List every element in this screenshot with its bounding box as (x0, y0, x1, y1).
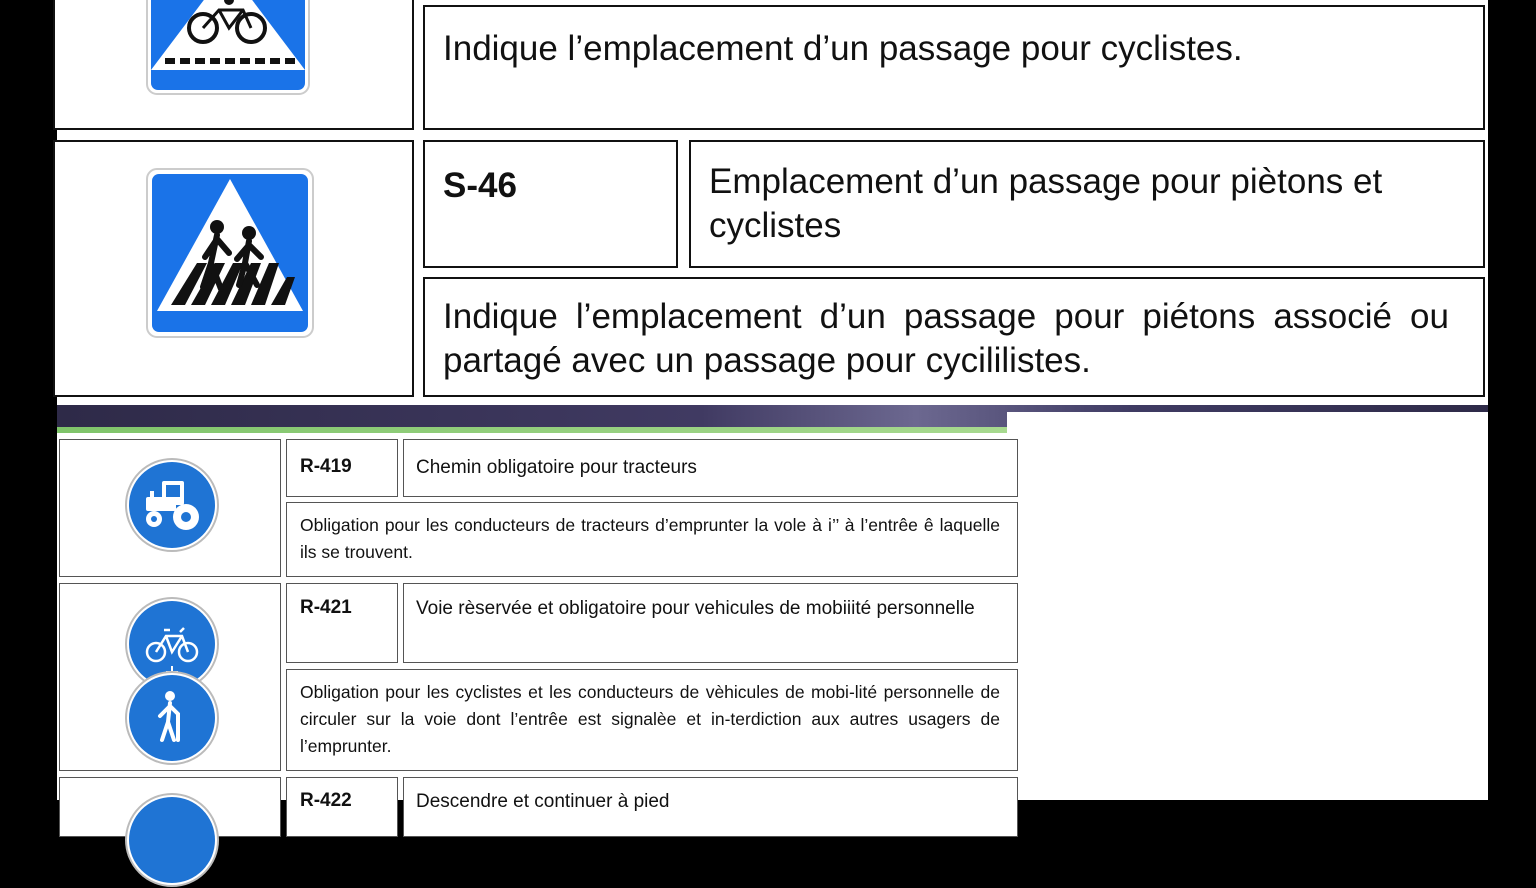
pedestrian-sign-icon (124, 670, 220, 766)
title-cell (689, 140, 1485, 268)
bottom-sign-table (57, 433, 1007, 812)
sign-code: S-46 (443, 166, 517, 205)
row-description: Obligation pour les cyclistes et les conducteurs de vèhicules de mobi-lité personnelle de circuler sur la voie dont l’entrêe est signalèe et in-terdiction aux autres usagers de l’emprunter. (300, 682, 1000, 756)
description-cell (423, 5, 1485, 130)
pedestrian-cyclist-crossing-sign-icon (145, 167, 315, 339)
sign-title: Chemin obligatoire pour tracteurs (416, 457, 697, 478)
walk-sign-icon (124, 792, 220, 888)
sign-code: R-422 (300, 790, 352, 811)
sign-cell-tractor (59, 439, 281, 577)
title-cell (403, 777, 1018, 837)
sign-cell-pedestrian-cyclist-crossing (53, 140, 414, 397)
code-cell (423, 140, 678, 268)
top-sign-table (57, 0, 1488, 405)
description-cell (286, 669, 1018, 771)
tractor-sign-icon (124, 457, 220, 553)
title-cell (403, 583, 1018, 663)
sign-cell-walk (59, 777, 281, 837)
sign-title: Voie rèservée et obligatoire pour vehicules de mobiiité personnelle (416, 598, 975, 619)
code-cell (286, 777, 398, 837)
row-description: Obligation pour les conducteurs de tracteurs d’emprunter la vole à i’’ à l’entrêe ê laquelle ils se trouvent. (300, 515, 1000, 562)
sign-cell-bicycle-pedestrian (59, 583, 281, 771)
code-cell (286, 439, 398, 497)
row-description: Indique l’emplacement d’un passage pour cyclistes. (443, 29, 1243, 68)
cyclist-crossing-sign-icon (145, 0, 311, 98)
description-cell (423, 277, 1485, 397)
description-cell (286, 502, 1018, 577)
title-cell (403, 439, 1018, 497)
sign-cell-cyclist-crossing (53, 0, 414, 130)
blank-area (1007, 412, 1488, 800)
code-cell (286, 583, 398, 663)
sign-title: Emplacement d’un passage pour piètons et cyclistes (709, 162, 1383, 245)
sign-title: Descendre et continuer à pied (416, 791, 670, 812)
sign-code: R-419 (300, 456, 352, 477)
row-description: Indique l’emplacement d’un passage pour piétons associé ou partagé avec un passage pour cycililistes. (443, 297, 1449, 380)
sign-code: R-421 (300, 597, 352, 618)
